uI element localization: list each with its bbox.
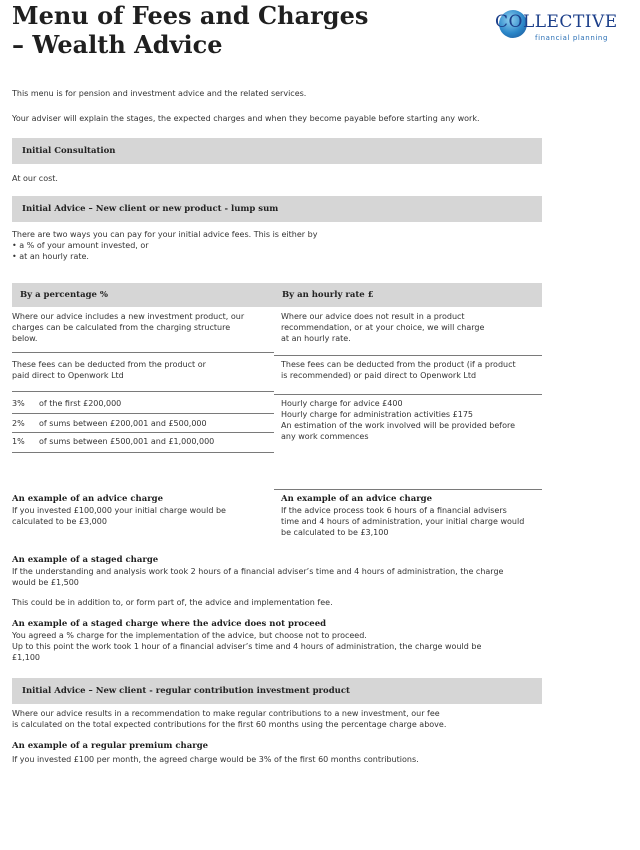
- advice-example-heading-left: An example of an advice charge: [12, 494, 164, 504]
- section-bar-initial-consultation: [12, 138, 542, 164]
- section-bar-lump-sum: [12, 196, 542, 222]
- rate-percent: 1%: [12, 437, 25, 446]
- advice-example-heading-right: An example of an advice charge: [281, 494, 433, 504]
- percentage-fee-deduction: These fees can be deducted from the product or paid direct to Openwork Ltd: [12, 360, 206, 380]
- rate-description: of sums between £500,001 and £1,000,000: [39, 437, 215, 446]
- staged-no-proceed-text: You agreed a % charge for the implementation of the advice, but choose not to proceed. Up to this point the work took 1 hour of a financial adviser’s time and 4 hours of administration, the charge would be £1,100: [12, 631, 482, 662]
- logo-wordmark: COLLECTIVE: [495, 12, 618, 32]
- divider: [12, 352, 274, 353]
- staged-charge-note: This could be in addition to, or form part of, the advice and implementation fee.: [12, 598, 333, 607]
- logo-tagline: financial planning: [535, 34, 609, 42]
- page-title: [12, 1, 368, 59]
- rate-percent: 3%: [12, 399, 25, 408]
- rate-percent: 2%: [12, 419, 25, 428]
- regular-premium-text: If you invested £100 per month, the agreed charge would be 3% of the first 60 months contributions.: [12, 755, 419, 764]
- staged-charge-heading: An example of a staged charge: [12, 555, 159, 565]
- divider: [274, 489, 542, 490]
- divider: [12, 432, 274, 433]
- column-heading-text: By a percentage %: [20, 290, 108, 300]
- rate-row: [12, 398, 270, 410]
- rate-description: of the first £200,000: [39, 399, 122, 408]
- rate-row: [12, 436, 270, 448]
- regular-premium-heading: An example of a regular premium charge: [12, 741, 209, 751]
- intro-paragraph-1: This menu is for pension and investment advice and the related services.: [12, 89, 307, 98]
- divider: [12, 391, 274, 392]
- column-header-hourly: [274, 283, 542, 307]
- column-heading-text: By an hourly rate £: [282, 290, 374, 300]
- rate-description: of sums between £200,001 and £500,000: [39, 419, 207, 428]
- section-heading: Initial Consultation: [22, 146, 116, 156]
- column-header-percentage: [12, 283, 274, 307]
- lump-sum-intro: There are two ways you can pay for your initial advice fees. This is either by • a % of your amount invested, or • at an hourly rate.: [12, 230, 318, 261]
- divider: [274, 355, 542, 356]
- advice-example-text-right: If the advice process took 6 hours of a financial advisers time and 4 hours of administration, your initial charge would be calculated to be £3,100: [281, 506, 525, 537]
- rate-row: [12, 418, 270, 430]
- section-heading: Initial Advice – New client or new product - lump sum: [22, 204, 279, 214]
- company-logo: [495, 10, 625, 56]
- consultation-text: At our cost.: [12, 174, 58, 183]
- page-title-line-1: Menu of Fees and Charges: [12, 1, 369, 30]
- section-heading: Initial Advice – New client - regular contribution investment product: [22, 686, 350, 696]
- percentage-description: Where our advice includes a new investment product, our charges can be calculated from the charging structure below.: [12, 312, 245, 343]
- divider: [274, 394, 542, 395]
- section-bar-regular-contribution: [12, 678, 542, 704]
- advice-example-text-left: If you invested £100,000 your initial charge would be calculated to be £3,000: [12, 506, 226, 526]
- staged-no-proceed-heading: An example of a staged charge where the advice does not proceed: [12, 619, 327, 629]
- hourly-description: Where our advice does not result in a product recommendation, or at your choice, we will charge at an hourly rate.: [281, 312, 485, 343]
- hourly-fee-deduction: These fees can be deducted from the product (if a product is recommended) or paid direct to Openwork Ltd: [281, 360, 516, 380]
- staged-charge-text: If the understanding and analysis work took 2 hours of a financial adviser’s time and 4 hours of administration, the charge would be £1,500: [12, 567, 504, 587]
- divider: [12, 452, 274, 453]
- regular-contribution-text: Where our advice results in a recommendation to make regular contributions to a new investment, our fee is calculated on the total expected contributions for the first 60 months using the percentage charge above.: [12, 709, 447, 729]
- intro-paragraph-2: Your adviser will explain the stages, the expected charges and when they become payable before starting any work.: [12, 114, 480, 123]
- hourly-rates: Hourly charge for advice £400 Hourly charge for administration activities £175 An estimation of the work involved will be provided before any work commences: [281, 399, 516, 441]
- page-title-line-2: – Wealth Advice: [12, 30, 223, 59]
- divider: [12, 413, 274, 414]
